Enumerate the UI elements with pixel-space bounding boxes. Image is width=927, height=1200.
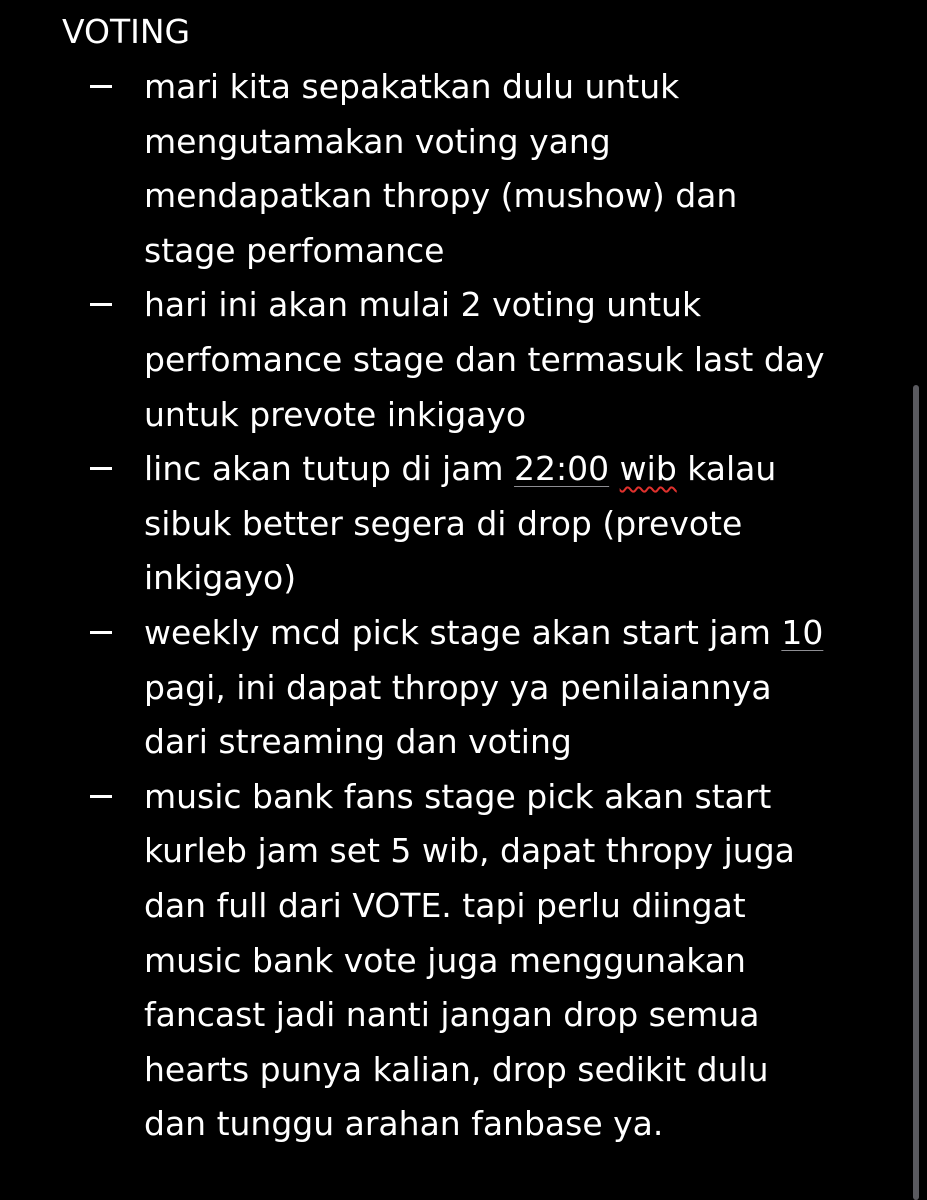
- text-line: untuk prevote inkigayo: [144, 394, 527, 434]
- text-line: hearts punya kalian, drop sedikit dulu: [144, 1049, 769, 1089]
- dash-bullet-icon: [90, 303, 112, 306]
- text-line: mari kita sepakatkan dulu untuk: [144, 67, 680, 106]
- text-line: kurleb jam set 5 wib, dapat thropy juga: [144, 831, 795, 871]
- time-link[interactable]: 10: [781, 612, 824, 652]
- text-line: linc akan tutup di jam 22:00 wib kalau: [144, 449, 777, 489]
- dash-bullet-icon: [90, 467, 112, 470]
- dash-bullet-icon: [90, 631, 112, 634]
- text-line: inkigayo): [144, 558, 297, 598]
- time-link[interactable]: 22:00: [514, 449, 610, 489]
- text-line: music bank fans stage pick akan start: [144, 776, 772, 816]
- text-line: dan full dari VOTE. tapi perlu diingat: [144, 885, 746, 925]
- note-heading: VOTING: [62, 12, 191, 51]
- bullet-list: [0, 60, 900, 1152]
- list-item: [0, 442, 864, 606]
- list-item: [0, 606, 864, 770]
- list-item: [0, 60, 864, 278]
- text-line: dari streaming dan voting: [144, 722, 572, 762]
- text-line: mengutamakan voting yang: [144, 121, 611, 161]
- text-line: stage perfomance: [144, 230, 445, 270]
- text-line: hari ini akan mulai 2 voting untuk: [144, 285, 702, 325]
- text-line: fancast jadi nanti jangan drop semua: [144, 995, 760, 1035]
- text-line: sibuk better segera di drop (prevote: [144, 503, 743, 543]
- list-item: [0, 278, 864, 442]
- text-line: weekly mcd pick stage akan start jam 10: [144, 612, 824, 652]
- scrollbar-thumb[interactable]: [913, 385, 919, 1200]
- text-line: dan tunggu arahan fanbase ya.: [144, 1104, 664, 1144]
- spellcheck-word[interactable]: wib: [619, 449, 677, 489]
- dash-bullet-icon: [90, 795, 112, 798]
- text-line: mendapatkan thropy (mushow) dan: [144, 176, 738, 216]
- list-item: [0, 770, 864, 1152]
- text-line: music bank vote juga menggunakan: [144, 940, 746, 980]
- text-line: pagi, ini dapat thropy ya penilaiannya: [144, 667, 772, 707]
- text-line: perfomance stage dan termasuk last day: [144, 339, 825, 379]
- dash-bullet-icon: [90, 85, 112, 88]
